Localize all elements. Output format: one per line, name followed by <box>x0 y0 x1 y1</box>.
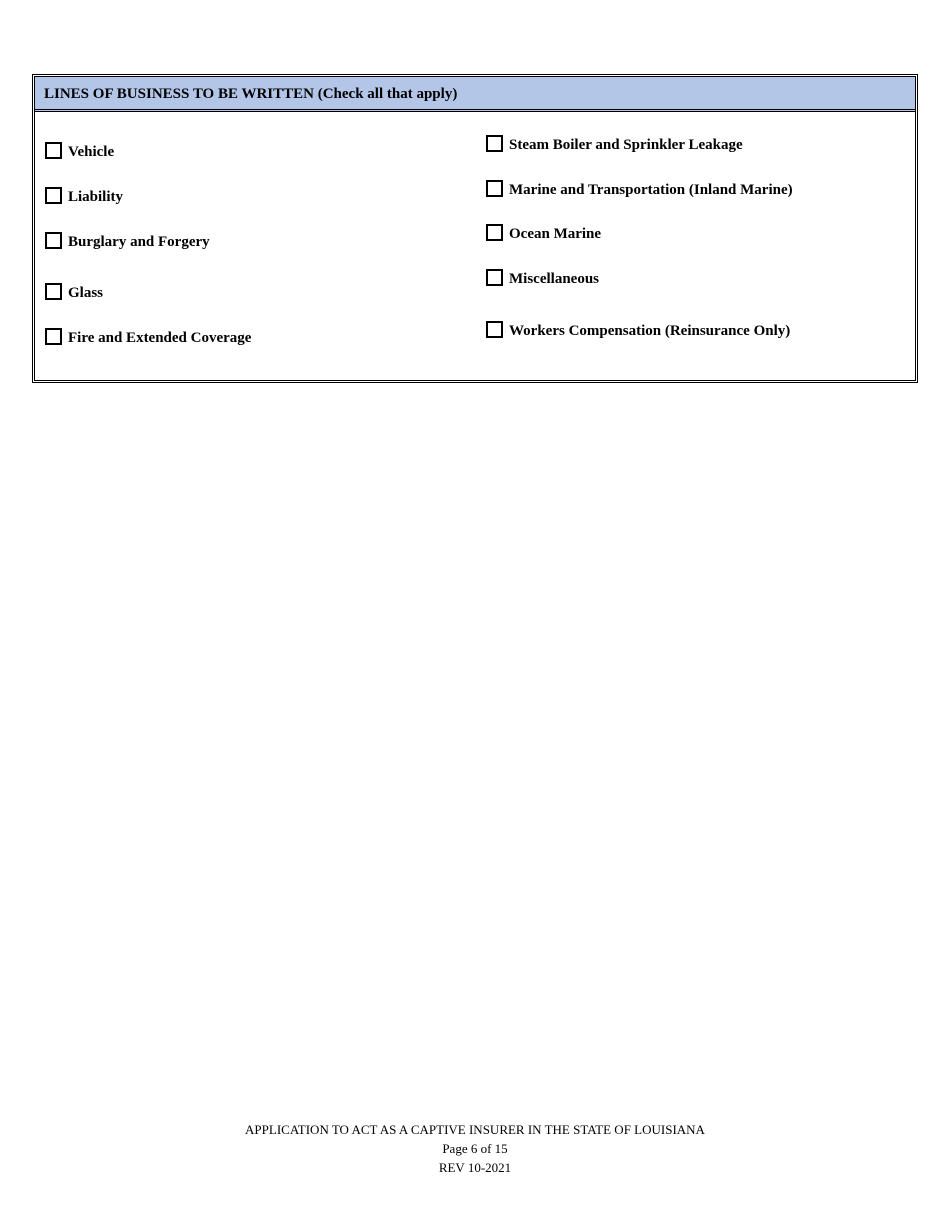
page-footer <box>0 1120 950 1177</box>
option-label: Steam Boiler and Sprinkler Leakage <box>509 137 743 153</box>
option-label: Miscellaneous <box>509 271 599 287</box>
option-label: Marine and Transportation (Inland Marine) <box>509 182 793 198</box>
checkbox[interactable] <box>45 232 62 249</box>
option-workers-compensation[interactable] <box>486 321 790 340</box>
option-label: Ocean Marine <box>509 226 602 242</box>
footer-title: APPLICATION TO ACT AS A CAPTIVE INSURER IN THE STATE OF LOUISIANA <box>245 1122 705 1137</box>
checkbox[interactable] <box>45 187 62 204</box>
checkbox[interactable] <box>486 135 503 152</box>
option-label: Glass <box>68 285 104 301</box>
option-burglary-forgery[interactable] <box>45 232 210 251</box>
checkbox[interactable] <box>486 269 503 286</box>
checkbox[interactable] <box>486 224 503 241</box>
checkbox[interactable] <box>486 180 503 197</box>
option-inland-marine[interactable] <box>486 180 793 199</box>
option-fire-extended-coverage[interactable] <box>45 328 251 347</box>
option-steam-boiler[interactable] <box>486 135 743 154</box>
checkbox[interactable] <box>45 142 62 159</box>
page-number: Page 6 of 15 <box>442 1141 508 1156</box>
checkbox[interactable] <box>45 283 62 300</box>
option-ocean-marine[interactable] <box>486 224 601 243</box>
option-vehicle[interactable] <box>45 142 114 161</box>
option-label: Workers Compensation (Reinsurance Only) <box>509 323 791 339</box>
section-title: LINES OF BUSINESS TO BE WRITTEN (Check all that apply) <box>44 86 458 102</box>
lines-of-business-section <box>32 74 918 383</box>
section-header <box>35 77 915 112</box>
revision: REV 10-2021 <box>438 1160 512 1175</box>
option-label: Vehicle <box>68 144 115 160</box>
checkbox[interactable] <box>45 328 62 345</box>
option-label: Fire and Extended Coverage <box>68 330 252 346</box>
option-label: Burglary and Forgery <box>68 234 210 250</box>
option-miscellaneous[interactable] <box>486 269 599 288</box>
option-glass[interactable] <box>45 283 103 302</box>
option-label: Liability <box>68 189 124 205</box>
option-liability[interactable] <box>45 187 123 206</box>
checkbox[interactable] <box>486 321 503 338</box>
